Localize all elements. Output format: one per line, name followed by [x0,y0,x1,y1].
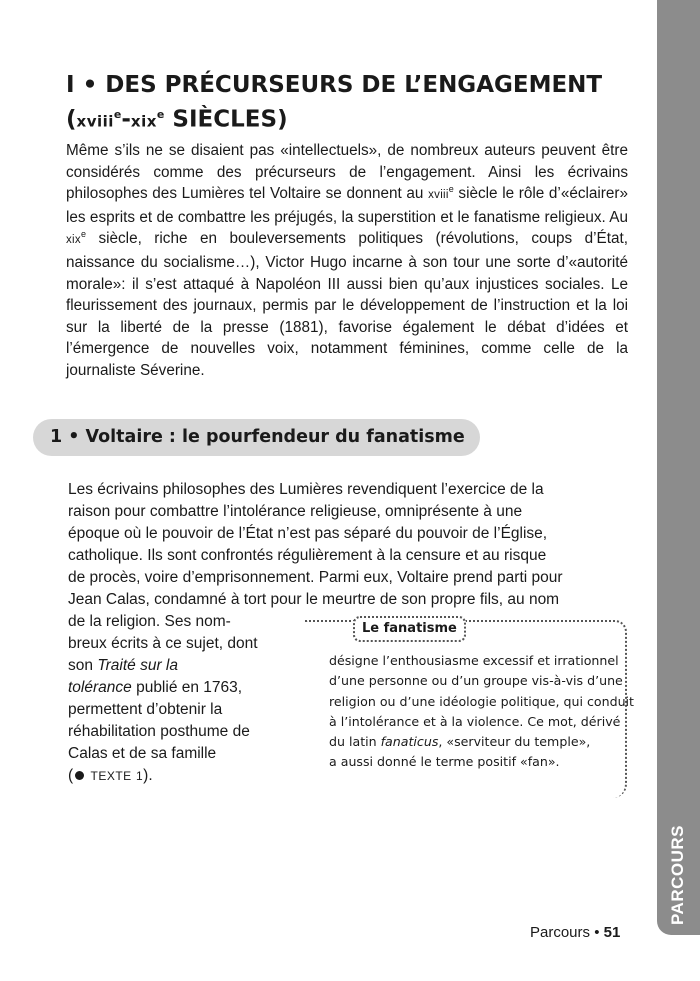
heading-tail: SIÈCLES [172,106,278,133]
ref-open: ( [68,767,74,784]
bullet-icon [75,771,84,780]
heading-sup-a: e [113,108,122,121]
definition-line: a aussi donné le terme positif «fan». [329,754,560,770]
body-line: Les écrivains philosophes des Lumières revendiquent l’exercice de la [68,481,544,498]
body-line [68,655,178,677]
section-title: 1 • Voltaire : le pourfendeur du fanatisme [50,427,465,447]
body-line: permettent d’obtenir la [68,701,223,718]
definition-text [329,651,634,773]
heading-century-a: xviii [76,112,114,131]
intro-century-1: xviii [428,189,449,202]
definition-line [329,732,621,752]
side-tab [657,0,700,935]
body-line [68,677,242,699]
body-line: breux écrits à ce sujet, dont [68,635,258,652]
body-line: raison pour combattre l’intolérance religieuse, omniprésente à une [68,503,523,520]
body-line: époque où le pouvoir de l’État n’est pas séparé du pouvoir de l’Église, [68,525,548,542]
page-footer [530,923,620,943]
work-title: Traité sur la [97,657,178,674]
definition-line: d’une personne ou d’un groupe vis-à-vis d’une [329,673,623,689]
chapter-heading: I • DES PRÉCURSEURS DE L’ENGAGEMENT (xviii$^e$-xix$^e$ SIÈCLES) [66,72,603,133]
footer-label: Parcours [530,924,591,941]
definition-line: désigne l’enthousiasme excessif et irrationnel [329,653,619,668]
text-reference[interactable] [68,765,153,787]
page-number: 51 [603,924,621,941]
definition-span: , «serviteur du temple», [438,734,591,750]
intro-text-3: siècle, riche en bouleversements politiques (révolutions, coups d’État, naissance du socialisme…), Victor Hugo incarne à son tour une sorte d’«autorité morale»: il s’est attaqué à Napoléon III aussi bien qu’aux injustices sociales. Le fleurissement des journaux, permis par le développement de l’instruction et la loi sur la liberté de la presse (1881), favorise également le débat d’idées et l’émergence de nouvelles voix, notamment féminines, comme celle de la journaliste Séverine. [66,230,628,379]
body-line: réhabilitation posthume de [68,723,250,740]
definition-line: religion ou d’une idéologie politique, qui conduit [329,693,634,709]
intro-text-2: siècle le rôle d’«éclairer» les esprits et de combattre les préjugés, la superstition et le fanatisme religieux. Au [66,185,628,226]
side-tab-text: PARCOURS [668,824,688,926]
work-title: tolérance [68,679,132,696]
side-tab-label [657,820,700,930]
body-line: Jean Calas, condamné à tort pour le meurtre de son propre fils, au nom [68,591,560,608]
ref-label: TEXTE [90,769,132,783]
intro-century-2: xix [66,234,81,247]
body-text-span: publié en 1763, [131,679,243,696]
intro-text-1: Même s’ils ne se disaient pas «intellectuels», de nombreux auteurs peuvent être considérés comme des précurseurs de l’engagement. Ainsi les écrivains philosophes des Lumières tel Voltaire se donnent au [66,142,628,203]
definition-label: Le fanatisme [353,616,466,642]
ref-num: 1 [135,769,144,783]
heading-sup-b: e [156,108,165,121]
body-text-span: son [68,657,98,674]
body-line: Calas et de sa famille [68,745,217,762]
definition-span: du latin [329,734,381,750]
heading-century-b: xix [130,112,157,131]
heading-title: DES PRÉCURSEURS DE L’ENGAGEMENT [105,72,603,98]
intro-sup-2: e [80,229,86,240]
body-line: catholique. Ils sont confrontés régulièrement à la censure et au risque [68,547,547,564]
ref-close: ). [143,767,153,784]
body-line: de procès, voire d’emprisonnement. Parmi eux, Voltaire prend parti pour [68,569,563,586]
intro-sup-1: e [448,184,454,195]
footer-separator: • [594,924,600,941]
definition-line: à l’intolérance et à la violence. Ce mot, dérivé [329,713,621,729]
latin-term: fanaticus [380,734,439,750]
body-line: de la religion. Ses nom- [68,613,231,630]
intro-paragraph [66,140,628,382]
heading-roman: I [66,72,75,98]
